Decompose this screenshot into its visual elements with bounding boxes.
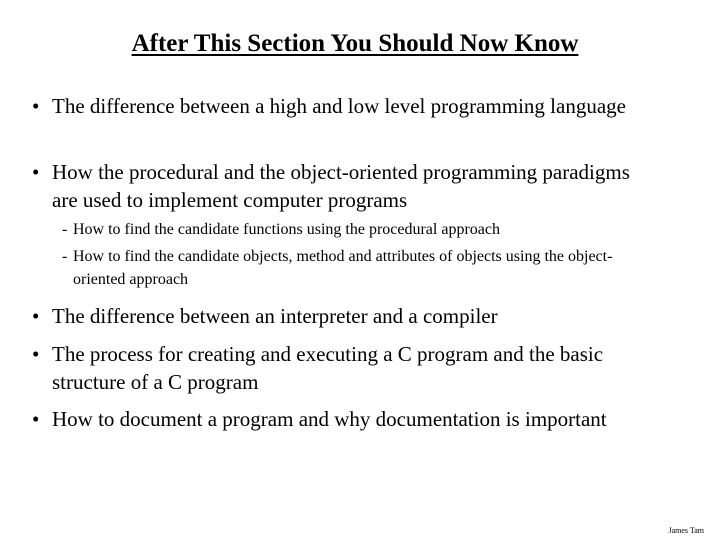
bullet-item: [32, 302, 632, 330]
author-footer: James Tam: [668, 526, 704, 535]
bullet-icon: •: [32, 94, 40, 118]
bullet-text: How the procedural and the object-oriented programming paradigms are used to implement computer programs: [52, 160, 630, 212]
bullet-item: [32, 158, 632, 214]
bullet-item: [32, 92, 632, 120]
dash-icon: -: [62, 248, 68, 265]
bullet-text: How to document a program and why documentation is important: [52, 407, 607, 431]
bullet-item: [32, 405, 612, 433]
sub-text: How to find the candidate objects, method and attributes of objects using the object-oriented approach: [73, 248, 613, 288]
sub-item: [62, 245, 662, 291]
sub-item: [62, 218, 662, 241]
bullet-icon: •: [32, 304, 40, 328]
bullet-icon: •: [32, 407, 40, 431]
sub-text: How to find the candidate functions using the procedural approach: [73, 221, 500, 238]
bullet-text: The process for creating and executing a C program and the basic structure of a C program: [52, 342, 604, 394]
bullet-text: The difference between an interpreter and a compiler: [52, 304, 498, 328]
bullet-icon: •: [32, 160, 40, 184]
bullet-icon: •: [32, 342, 40, 366]
bullet-text: The difference between a high and low level programming language: [52, 94, 626, 118]
slide-title: After This Section You Should Now Know: [131, 30, 579, 57]
bullet-item: [32, 340, 642, 396]
dash-icon: -: [62, 221, 68, 238]
